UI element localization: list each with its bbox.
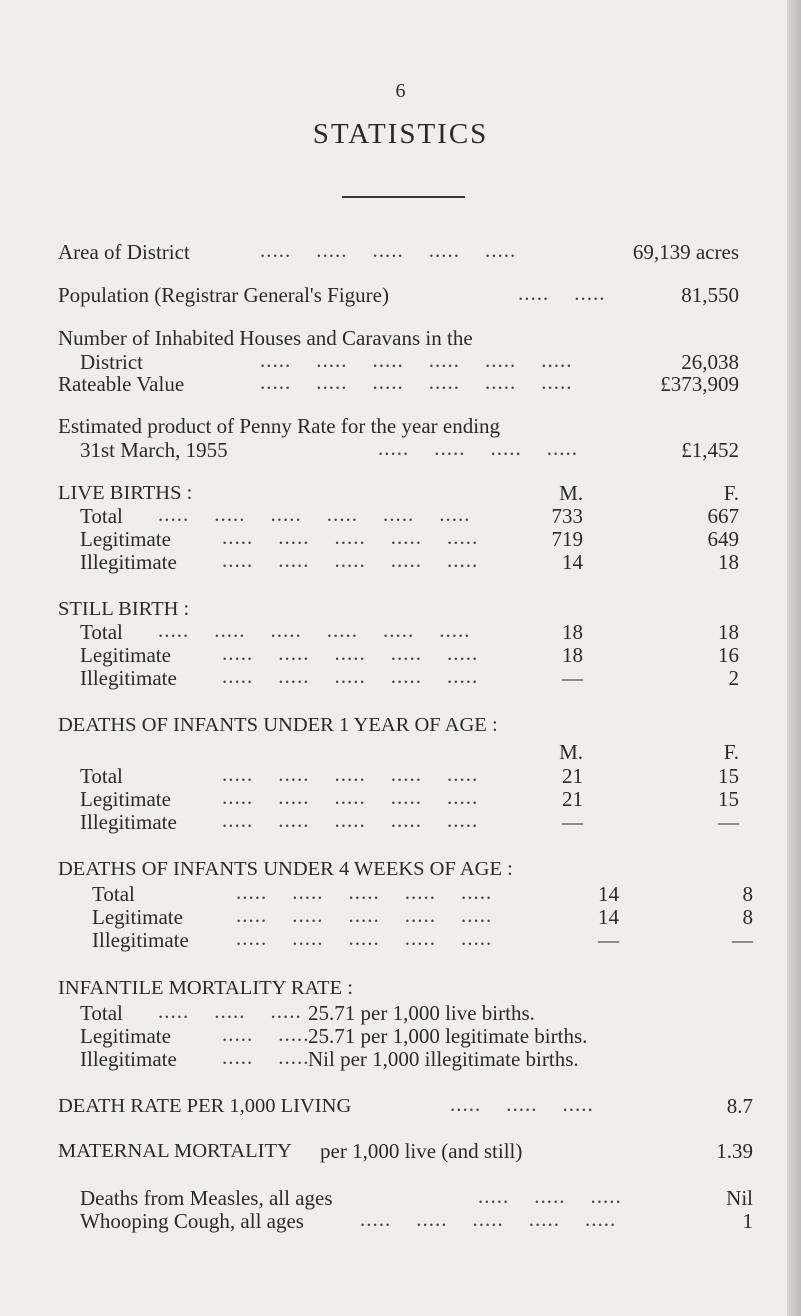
live-births-heading: LIVE BIRTHS :: [58, 482, 193, 504]
still-birth-row-label: Illegitimate: [80, 666, 177, 690]
infant-deaths-4wk-m-value: 14: [598, 882, 619, 906]
infant-mortality-row-label: Legitimate: [80, 1024, 171, 1048]
leader-dots: ..... ..... ..... ..... .....: [222, 525, 479, 549]
leader-dots: ..... ..... ..... ..... ..... .....: [260, 348, 573, 372]
infant-deaths-1yr-m-value: 21: [562, 764, 583, 788]
page-title: STATISTICS: [312, 118, 489, 150]
infant-deaths-4wk-m-value: 14: [598, 905, 619, 929]
maternal-mortality-label: MATERNAL MORTALITY: [58, 1140, 292, 1162]
leader-dots: ..... ..... .....: [450, 1092, 594, 1116]
leader-dots: ..... ..... ..... ..... .....: [222, 641, 479, 665]
infant-deaths-4wk-f-value: —: [732, 928, 753, 952]
death-rate-label: DEATH RATE PER 1,000 LIVING: [58, 1095, 352, 1117]
live-births-f-value: 18: [718, 550, 739, 574]
leader-dots: ..... ..... ..... .....: [378, 436, 578, 460]
rateable-value: £373,909: [660, 372, 739, 396]
infant-deaths-4wk-row-label: Total: [92, 882, 135, 906]
leader-dots: ..... ..... ..... ..... .....: [222, 808, 479, 832]
leader-dots: ..... ..... ..... ..... .....: [222, 762, 479, 786]
whooping-cough-label: Whooping Cough, all ages: [80, 1209, 304, 1233]
infant-mortality-value: Nil per 1,000 illegitimate births.: [308, 1047, 579, 1071]
leader-dots: ..... .....: [222, 1022, 310, 1046]
houses-label-line1: Number of Inhabited Houses and Caravans in the: [58, 326, 473, 350]
live-births-col-m: M.: [559, 481, 583, 505]
area-label: Area of District: [58, 240, 190, 264]
still-birth-f-value: 2: [728, 666, 739, 690]
infant-deaths-4wk-f-value: 8: [742, 905, 753, 929]
still-birth-m-value: 18: [562, 643, 583, 667]
infant-deaths-4wk-heading: DEATHS OF INFANTS UNDER 4 WEEKS OF AGE :: [58, 858, 513, 880]
population-value: 81,550: [681, 283, 739, 307]
measles-deaths-label: Deaths from Measles, all ages: [80, 1186, 333, 1210]
still-birth-heading: STILL BIRTH :: [58, 598, 190, 620]
leader-dots: ..... ..... ..... ..... .....: [360, 1207, 617, 1231]
leader-dots: ..... ..... .....: [158, 999, 302, 1023]
maternal-mortality-label-rest: per 1,000 live (and still): [320, 1139, 523, 1163]
infant-mortality-value: 25.71 per 1,000 live births.: [308, 1001, 535, 1025]
infant-deaths-col-f: F.: [723, 740, 739, 764]
live-births-m-value: 14: [562, 550, 583, 574]
leader-dots: ..... ..... ..... ..... .....: [222, 664, 479, 688]
leader-dots: ..... ..... ..... ..... .....: [222, 785, 479, 809]
infant-mortality-heading: INFANTILE MORTALITY RATE :: [58, 977, 353, 999]
leader-dots: ..... ..... ..... ..... ..... .....: [260, 370, 573, 394]
title-divider: [342, 196, 465, 198]
leader-dots: ..... ..... ..... ..... .....: [236, 880, 493, 904]
live-births-row-label: Legitimate: [80, 527, 171, 551]
infant-deaths-1yr-row-label: Legitimate: [80, 787, 171, 811]
leader-dots: ..... ..... ..... ..... .....: [260, 238, 517, 262]
houses-value: 26,038: [681, 350, 739, 374]
rateable-label: Rateable Value: [58, 372, 185, 396]
still-birth-row-label: Legitimate: [80, 643, 171, 667]
leader-dots: ..... .....: [518, 281, 606, 305]
live-births-row-label: Illegitimate: [80, 550, 177, 574]
infant-deaths-4wk-row-label: Legitimate: [92, 905, 183, 929]
infant-mortality-value: 25.71 per 1,000 legitimate births.: [308, 1024, 588, 1048]
infant-deaths-4wk-m-value: —: [598, 928, 619, 952]
infant-deaths-1yr-m-value: —: [562, 810, 583, 834]
penny-rate-value: £1,452: [681, 438, 739, 462]
measles-deaths-value: Nil: [726, 1186, 753, 1210]
leader-dots: ..... ..... ..... ..... .....: [222, 548, 479, 572]
population-label: Population (Registrar General's Figure): [58, 283, 389, 307]
leader-dots: ..... ..... ..... ..... .....: [236, 926, 493, 950]
infant-mortality-row-label: Illegitimate: [80, 1047, 177, 1071]
infant-deaths-1yr-m-value: 21: [562, 787, 583, 811]
live-births-f-value: 649: [707, 527, 739, 551]
infant-deaths-4wk-row-label: Illegitimate: [92, 928, 189, 952]
live-births-m-value: 719: [551, 527, 583, 551]
leader-dots: ..... .....: [222, 1045, 310, 1069]
page-edge-shadow: [787, 0, 801, 1316]
live-births-row-label: Total: [80, 504, 123, 528]
page-number: 6: [395, 80, 406, 102]
live-births-col-f: F.: [723, 481, 739, 505]
still-birth-m-value: —: [562, 666, 583, 690]
still-birth-f-value: 18: [718, 620, 739, 644]
infant-deaths-1yr-row-label: Illegitimate: [80, 810, 177, 834]
infant-deaths-1yr-f-value: 15: [718, 787, 739, 811]
infant-deaths-1yr-f-value: —: [718, 810, 739, 834]
leader-dots: ..... ..... ..... ..... ..... .....: [158, 502, 471, 526]
still-birth-m-value: 18: [562, 620, 583, 644]
penny-rate-label-line1: Estimated product of Penny Rate for the year ending: [58, 414, 501, 438]
infant-deaths-col-m: M.: [559, 740, 583, 764]
still-birth-row-label: Total: [80, 620, 123, 644]
leader-dots: ..... ..... ..... ..... ..... .....: [158, 618, 471, 642]
maternal-mortality-value: 1.39: [716, 1139, 753, 1163]
infant-deaths-1yr-heading: DEATHS OF INFANTS UNDER 1 YEAR OF AGE :: [58, 714, 498, 736]
penny-rate-label-line2: 31st March, 1955: [80, 438, 228, 462]
houses-label-line2: District: [80, 350, 143, 374]
still-birth-f-value: 16: [718, 643, 739, 667]
infant-mortality-row-label: Total: [80, 1001, 123, 1025]
infant-deaths-1yr-f-value: 15: [718, 764, 739, 788]
live-births-f-value: 667: [707, 504, 739, 528]
area-value: 69,139 acres: [632, 240, 739, 264]
infant-deaths-1yr-row-label: Total: [80, 764, 123, 788]
whooping-cough-value: 1: [742, 1209, 753, 1233]
leader-dots: ..... ..... ..... ..... .....: [236, 903, 493, 927]
death-rate-value: 8.7: [726, 1094, 753, 1118]
infant-deaths-4wk-f-value: 8: [742, 882, 753, 906]
leader-dots: ..... ..... .....: [478, 1184, 622, 1208]
live-births-m-value: 733: [551, 504, 583, 528]
